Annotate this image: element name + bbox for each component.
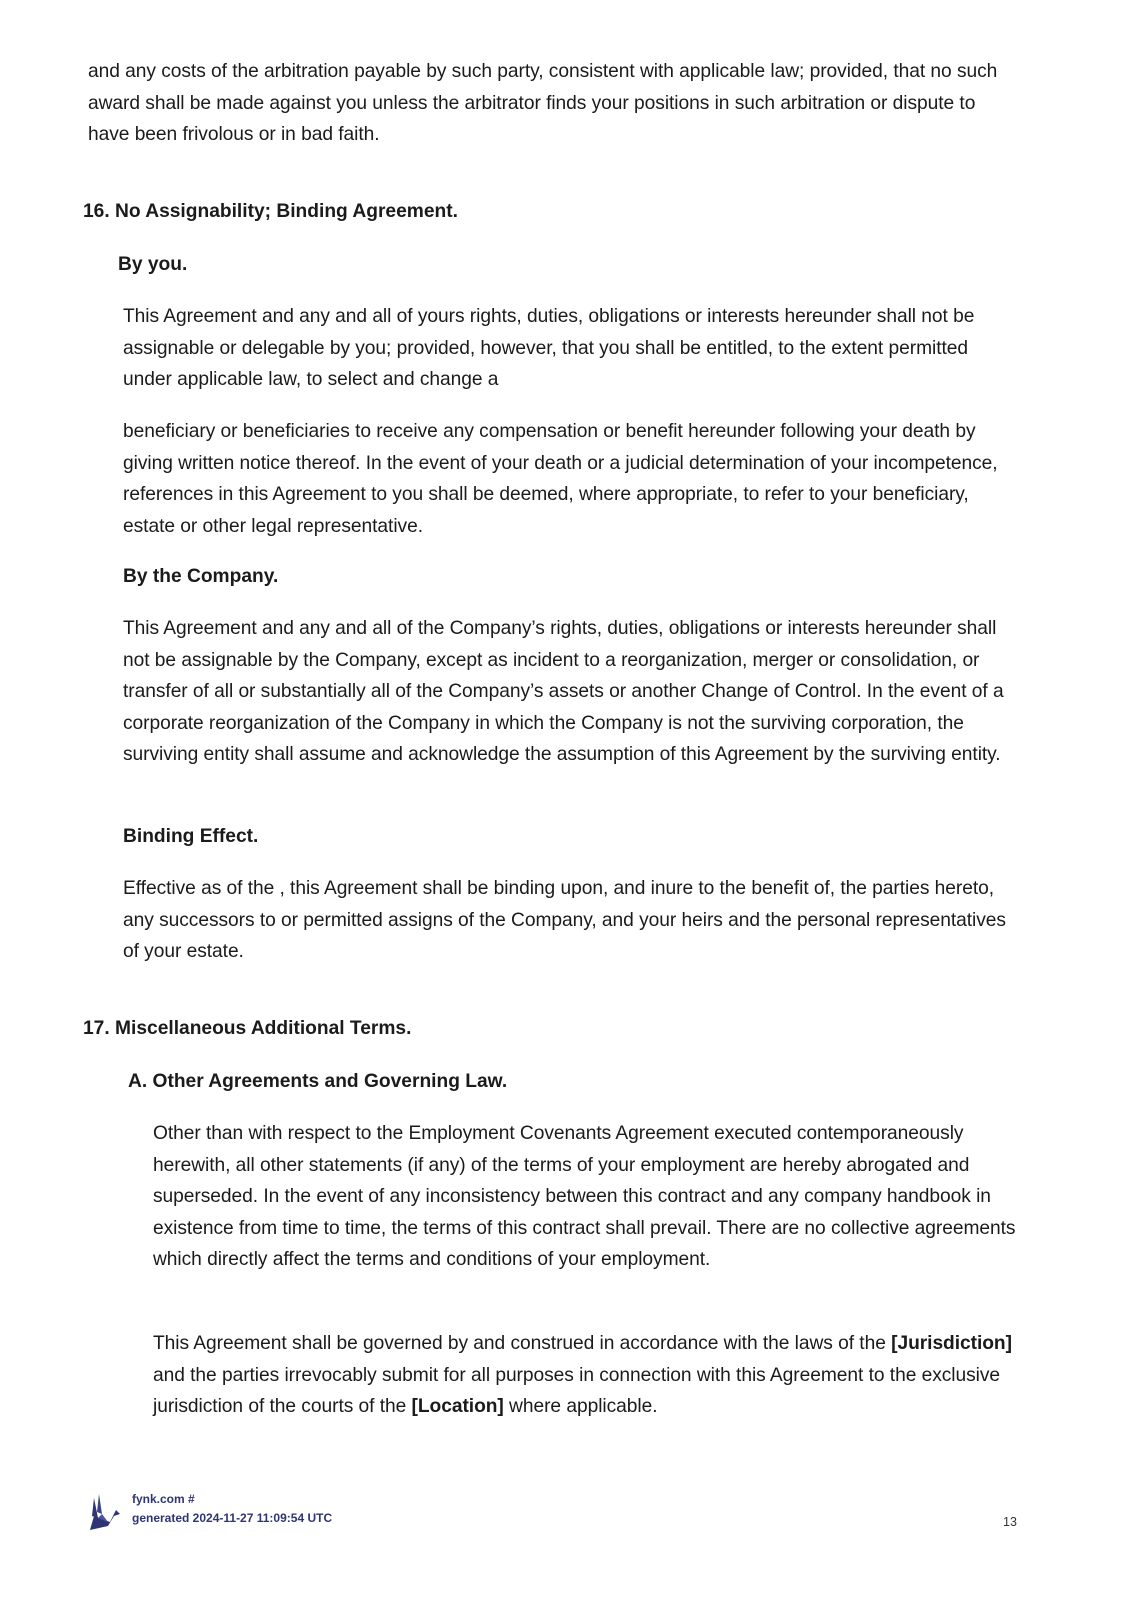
section-number: 16. xyxy=(83,201,110,222)
subsection-other-agreements-heading: A. Other Agreements and Governing Law. xyxy=(128,1071,508,1092)
section-17-heading xyxy=(83,1016,411,1042)
other-agreements-paragraph: Other than with respect to the Employment Covenants Agreement executed contemporaneously herewith, all other statements (if any) of the terms of your employment are hereby abrogated and superseded. In the event of any inconsistency between this contract and any company handbook in existence from time to time, the terms of this contract shall prevail. There are no collective agreements which directly affect the terms and conditions of your employment. xyxy=(153,1123,1016,1271)
footer-info xyxy=(132,1490,332,1528)
fynk-crane-logo-icon xyxy=(88,1492,124,1532)
footer-generated-timestamp: generated 2024-11-27 11:09:54 UTC xyxy=(132,1511,333,1525)
footer-site-link[interactable]: fynk.com # xyxy=(132,1492,195,1506)
by-you-paragraph-2: beneficiary or beneficiaries to receive any compensation or benefit hereunder following your death by giving written notice thereof. In the event of your death or a judicial determination of your incompetence, references in this Agreement to you shall be deemed, where appropriate, to refer to your beneficiary, estate or other legal representative. xyxy=(123,421,998,537)
governing-law-paragraph xyxy=(153,1328,1018,1423)
section-16-heading xyxy=(83,199,458,225)
binding-effect-paragraph: Effective as of the , this Agreement shall be binding upon, and inure to the benefit of, the parties hereto, any successors to or permitted assigns of the Company, and your heirs and the personal representatives of your estate. xyxy=(123,878,1006,963)
location-placeholder: [Location] xyxy=(411,1396,504,1418)
by-the-company-paragraph: This Agreement and any and all of the Company’s rights, duties, obligations or interests hereunder shall not be assignable by the Company, except as incident to a reorganization, merger or consolidation, or transfer of all or substantially all of the Company’s assets or another Change of Control. In the event of a corporate reorganization of the Company in which the Company is not the surviving corporation, the surviving entity shall assume and acknowledge the assumption of this Agreement by the surviving entity. xyxy=(123,618,1004,766)
governing-law-text-3: where applicable. xyxy=(509,1396,658,1418)
section-title: Miscellaneous Additional Terms. xyxy=(115,1018,412,1039)
section-title: No Assignability; Binding Agreement. xyxy=(115,201,458,222)
subsection-by-you-heading: By you. xyxy=(118,254,188,275)
by-you-paragraph-1: This Agreement and any and all of yours rights, duties, obligations or interests hereunder shall not be assignable or delegable by you; provided, however, that you shall be entitled, to the extent permitted under applicable law, to select and change a xyxy=(123,306,975,391)
subsection-binding-effect-heading: Binding Effect. xyxy=(123,826,259,847)
subsection-by-the-company-heading: By the Company. xyxy=(123,566,279,587)
continuation-paragraph: and any costs of the arbitration payable by such party, consistent with applicable law; provided, that no such award shall be made against you unless the arbitrator finds your positions in such arbitration or dispute to have been frivolous or in bad faith. xyxy=(88,61,998,146)
page-number: 13 xyxy=(1003,1515,1017,1529)
governing-law-text-2: and the parties irrevocably submit for all purposes in connection with this Agreement to the exclusive jurisdiction of the courts of the xyxy=(153,1364,1001,1418)
section-number: 17. xyxy=(83,1018,110,1039)
governing-law-text-1: This Agreement shall be governed by and construed in accordance with the laws of the xyxy=(153,1333,886,1354)
jurisdiction-placeholder: [Jurisdiction] xyxy=(891,1333,1012,1354)
